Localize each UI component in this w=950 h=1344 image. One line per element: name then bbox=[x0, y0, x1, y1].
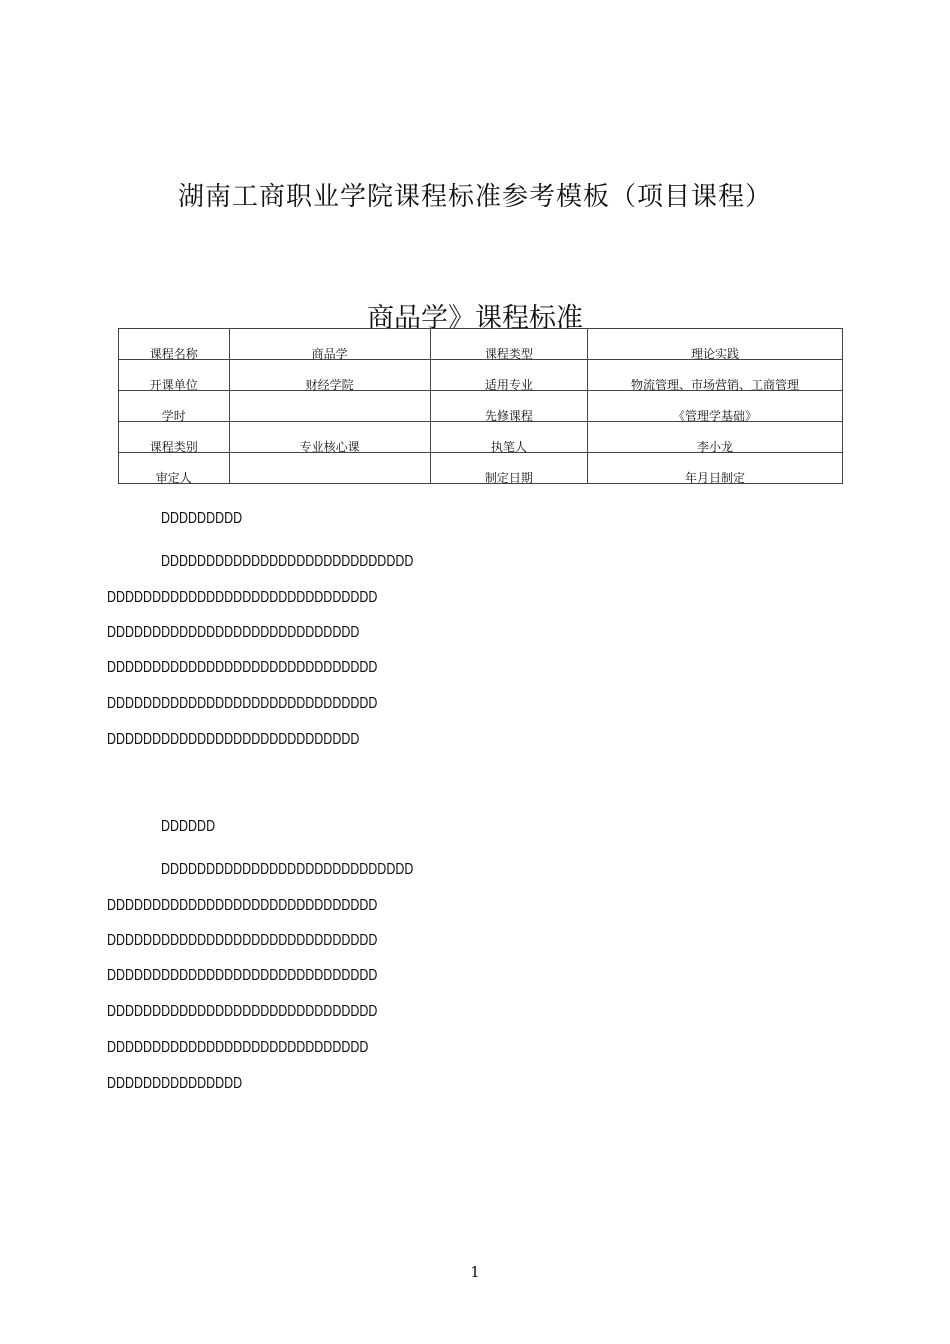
table-cell: 适用专业 bbox=[430, 360, 587, 391]
table-row bbox=[119, 329, 843, 360]
section1-heading: DDDDDDDDD bbox=[161, 510, 243, 527]
section2-line: DDDDDDDDDDDDDDDDDDDDDDDDDDDDD bbox=[107, 1039, 369, 1056]
table-cell: 专业核心课 bbox=[229, 422, 430, 453]
table-cell: 商品学 bbox=[229, 329, 430, 360]
course-info-table bbox=[118, 328, 843, 484]
section1-line: DDDDDDDDDDDDDDDDDDDDDDDDDDDDDD bbox=[107, 659, 378, 676]
table-cell: 课程名称 bbox=[119, 329, 230, 360]
section2-heading: DDDDDD bbox=[161, 818, 216, 835]
table-cell: 开课单位 bbox=[119, 360, 230, 391]
table-cell: 课程类型 bbox=[430, 329, 587, 360]
section2-line: DDDDDDDDDDDDDDDDDDDDDDDDDDDDDD bbox=[107, 897, 378, 914]
table-cell: 年月日制定 bbox=[588, 453, 843, 484]
page-number: 1 bbox=[470, 1263, 480, 1281]
table-cell: 《管理学基础》 bbox=[588, 391, 843, 422]
table-cell: 李小龙 bbox=[588, 422, 843, 453]
table-cell: 执笔人 bbox=[430, 422, 587, 453]
section2-line: DDDDDDDDDDDDDDDDDDDDDDDDDDDDDD bbox=[107, 967, 378, 984]
table-cell: 物流管理、市场营销、工商管理 bbox=[588, 360, 843, 391]
section1-line: DDDDDDDDDDDDDDDDDDDDDDDDDDDDDD bbox=[107, 589, 378, 606]
table-row bbox=[119, 360, 843, 391]
section1-line: DDDDDDDDDDDDDDDDDDDDDDDDDDDDDD bbox=[107, 695, 378, 712]
table-cell: 先修课程 bbox=[430, 391, 587, 422]
section2-line: DDDDDDDDDDDDDDDDDDDDDDDDDDDDDD bbox=[107, 1003, 378, 1020]
section2-line: DDDDDDDDDDDDDDDDDDDDDDDDDDDDDD bbox=[107, 932, 378, 949]
section1-line: DDDDDDDDDDDDDDDDDDDDDDDDDDDD bbox=[107, 731, 360, 748]
section2-line: DDDDDDDDDDDDDDDDDDDDDDDDDDDD bbox=[161, 861, 414, 878]
document-title: 湖南工商职业学院课程标准参考模板（项目课程） bbox=[177, 182, 772, 212]
table-cell: 制定日期 bbox=[430, 453, 587, 484]
table-row bbox=[119, 422, 843, 453]
section1-line: DDDDDDDDDDDDDDDDDDDDDDDDDDDD bbox=[161, 553, 414, 570]
table-cell: 课程类别 bbox=[119, 422, 230, 453]
table-cell bbox=[229, 391, 430, 422]
table-row bbox=[119, 391, 843, 422]
table-row bbox=[119, 453, 843, 484]
section1-line: DDDDDDDDDDDDDDDDDDDDDDDDDDDD bbox=[107, 624, 360, 641]
table-cell: 理论实践 bbox=[588, 329, 843, 360]
section2-line: DDDDDDDDDDDDDDD bbox=[107, 1075, 243, 1092]
table-cell: 学时 bbox=[119, 391, 230, 422]
table-cell: 审定人 bbox=[119, 453, 230, 484]
table-cell bbox=[229, 453, 430, 484]
course-title: 商品学》课程标准 bbox=[367, 303, 583, 334]
table-cell: 财经学院 bbox=[229, 360, 430, 391]
